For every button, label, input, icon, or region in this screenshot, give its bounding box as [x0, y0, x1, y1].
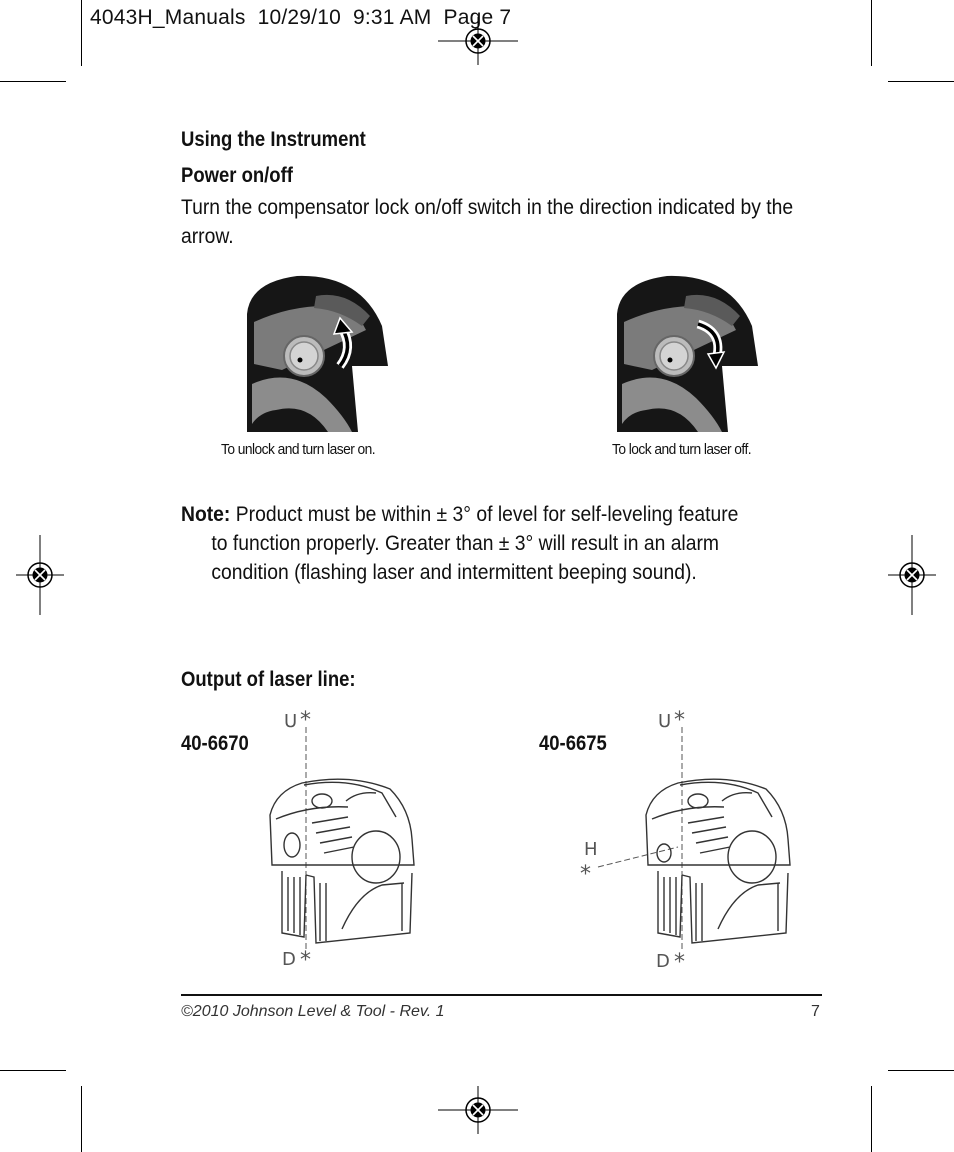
registration-mark-bottom [438, 1086, 518, 1134]
section-title: Using the Instrument [181, 128, 366, 151]
laser-diagram-40-6675 [578, 705, 798, 975]
caption-unlock: To unlock and turn laser on. [221, 441, 376, 458]
label-down-left: D [282, 949, 296, 970]
label-down-right: D [656, 951, 670, 972]
note-text-1: Product must be within ± 3° of level for self-leveling feature [235, 503, 739, 526]
footer-rule [181, 994, 822, 996]
marker-up-left: * [300, 708, 311, 733]
device-unlock-illustration [242, 274, 392, 436]
crop-mark-bottom-right-h [888, 1070, 954, 1071]
printer-slug: 4043H_Manuals 10/29/10 9:31 AM Page 7 [90, 6, 512, 29]
note-line-1 [181, 500, 816, 529]
marker-horizontal: * [580, 862, 591, 887]
marker-down-left: * [300, 948, 311, 973]
registration-mark-right [888, 535, 936, 615]
subsection-title: Power on/off [181, 164, 293, 187]
note-label: Note: [181, 503, 231, 526]
crop-mark-top-left-v [81, 0, 82, 66]
laser-diagram-40-6670 [262, 705, 422, 975]
device-lock-illustration [612, 274, 762, 436]
note-line-2: to function properly. Greater than ± 3° will result in an alarm [211, 532, 720, 555]
crop-mark-bottom-right-v [871, 1086, 872, 1152]
note-line-3: condition (flashing laser and intermittent beeping sound). [211, 561, 697, 584]
footer-copyright: ©2010 Johnson Level & Tool - Rev. 1 [181, 1003, 445, 1020]
registration-mark-top [438, 17, 518, 65]
crop-mark-bottom-left-v [81, 1086, 82, 1152]
crop-mark-top-left-h [0, 81, 66, 82]
registration-mark-left [16, 535, 64, 615]
crop-mark-top-right-h [888, 81, 954, 82]
note-block [181, 500, 816, 587]
power-instruction: Turn the compensator lock on/off switch in the direction indicated by the arrow. [181, 196, 794, 248]
marker-up-right: * [674, 708, 685, 733]
output-title: Output of laser line: [181, 668, 356, 691]
model-label-right: 40-6675 [539, 732, 607, 755]
label-up-left: U [284, 711, 298, 732]
caption-lock: To lock and turn laser off. [612, 441, 752, 458]
crop-mark-bottom-left-h [0, 1070, 66, 1071]
marker-down-right: * [674, 950, 685, 975]
crop-mark-top-right-v [871, 0, 872, 66]
model-label-left: 40-6670 [181, 732, 249, 755]
label-horizontal: H [584, 839, 598, 860]
footer-page-number: 7 [811, 1003, 820, 1020]
label-up-right: U [658, 711, 672, 732]
